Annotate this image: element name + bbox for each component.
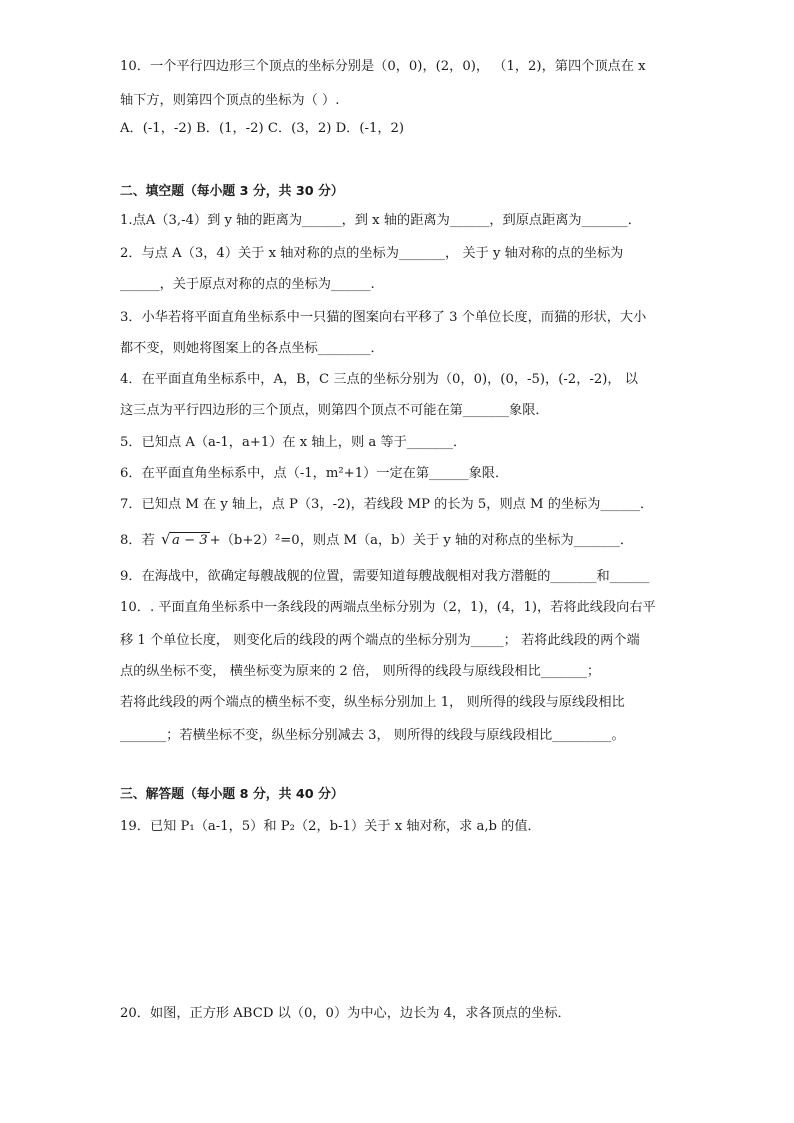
fill-question-3-line2: 都不变，则她将图案上的各点坐标________． [120,341,384,356]
fill-question-1: 1.点A（3,-4）到 y 轴的距离为______，到 x 轴的距离为______，到原点距离为_______． [120,213,641,228]
solve-question-20: 20．如图，正方形 ABCD 以（0，0）为中心，边长为 4，求各顶点的坐标． [120,1006,571,1021]
fill-question-10-line1: 10．. 平面直角坐标系中一条线段的两端点坐标分别为（2，1)，(4，1)，若将此线段向右平 [120,600,656,615]
mc-question-10-line2: 轴下方，则第四个顶点的坐标为（ ）. [120,93,340,108]
fill-question-2-line1: 2．与点 A（3，4）关于 x 轴对称的点的坐标为_______， 关于 y 轴对称的点的坐标为 [120,246,624,261]
fill-question-6: 6．在平面直角坐标系中，点（-1，m²+1）一定在第______象限． [120,466,509,481]
q8-sqrt-argument: a − 3 [171,533,208,548]
fill-question-7: 7．已知点 M 在 y 轴上，点 P（3，-2)，若线段 MP 的长为 5，则点 M 的坐标为______． [120,497,654,512]
solve-question-19: 19．已知 P₁（a-1，5）和 P₂（2，b-1）关于 x 轴对称，求 a,b 的值． [120,819,541,834]
mc-question-10-options: A．(-1，-2) B．(1，-2) C．(3，2) D．(-1，2) [120,121,405,136]
fill-question-8 [120,532,680,550]
fill-question-9: 9．在海战中，欲确定每艘战舰的位置，需要知道每艘战舰相对我方潜艇的_______和______ [120,569,650,584]
q8-prefix: 8．若 [120,533,159,548]
fill-question-10-line2: 移 1 个单位长度， 则变化后的线段的两个端点的坐标分别为_____； 若将此线段的两个端 [120,633,640,648]
radical-sign: √ [160,530,171,548]
section-3-heading: 三、解答题（每小题 8 分，共 40 分） [120,787,344,802]
mc-question-10-line1: 10．一个平行四边形三个顶点的坐标分别是（0，0)，(2，0)， （1，2)，第四个顶点在 x [120,59,646,74]
fill-question-10-line4: 若将此线段的两个端点的横坐标不变，纵坐标分别加上 1， 则所得的线段与原线段相比 [120,695,625,710]
fill-question-2-line2: ______，关于原点对称的点的坐标为______. [120,277,375,292]
q8-suffix: +（b+2）²=0，则点 M（a，b）关于 y 轴的对称点的坐标为_______． [209,533,634,548]
fill-question-10-line3: 点的纵坐标不变， 横坐标变为原来的 2 倍， 则所得的线段与原线段相比_______； [120,664,601,679]
section-2-heading: 二、填空题（每小题 3 分，共 30 分） [120,184,344,199]
square-root-expression [161,532,210,550]
fill-question-4-line2: 这三点为平行四边形的三个顶点，则第四个顶点不可能在第_______象限． [120,403,549,418]
fill-question-3-line1: 3．小华若将平面直角坐标系中一只猫的图案向右平移了 3 个单位长度，而猫的形状，大小 [120,310,647,325]
fill-question-5: 5．已知点 A（a-1，a+1）在 x 轴上，则 a 等于_______． [120,435,467,450]
fill-question-10-line5: _______；若横坐标不变，纵坐标分别减去 3， 则所得的线段与原线段相比_________。 [120,728,625,743]
fill-question-4-line1: 4．在平面直角坐标系中，A，B，C 三点的坐标分别为（0，0)，(0，-5)，(-2，-2)， 以 [120,372,638,387]
